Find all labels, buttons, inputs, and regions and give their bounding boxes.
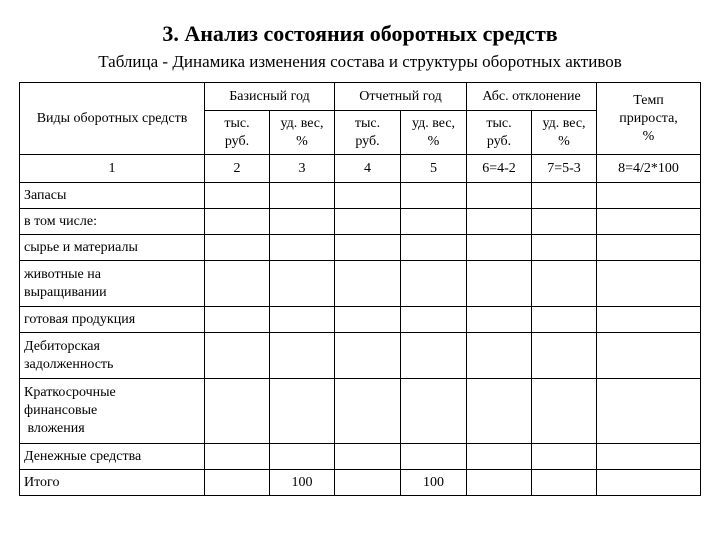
value-cell bbox=[532, 183, 597, 209]
value-cell bbox=[597, 470, 701, 496]
column-number: 7=5-3 bbox=[532, 155, 597, 183]
subheader-line: % bbox=[558, 133, 570, 149]
value-cell bbox=[467, 470, 532, 496]
table-row bbox=[20, 209, 701, 235]
row-label bbox=[20, 261, 205, 307]
header-growth-rate bbox=[597, 83, 701, 155]
value-cell bbox=[335, 333, 401, 379]
subheader-line: тыс. bbox=[354, 115, 381, 131]
row-label-line: выращивании bbox=[24, 284, 107, 300]
value-cell bbox=[597, 444, 701, 470]
value-cell bbox=[467, 333, 532, 379]
value-cell bbox=[270, 183, 335, 209]
value-cell bbox=[205, 333, 270, 379]
value-cell bbox=[205, 307, 270, 333]
subheader-line: % bbox=[296, 133, 308, 149]
value-cell bbox=[532, 379, 597, 444]
column-number: 5 bbox=[401, 155, 467, 183]
page-title: 3. Анализ состояния оборотных средств bbox=[162, 21, 558, 46]
value-cell bbox=[401, 444, 467, 470]
value-cell bbox=[467, 379, 532, 444]
subheader-line: руб. bbox=[224, 133, 250, 149]
value-cell bbox=[205, 183, 270, 209]
subheader-line: руб. bbox=[486, 133, 512, 149]
value-cell bbox=[467, 235, 532, 261]
value-cell bbox=[401, 261, 467, 307]
column-number-row bbox=[20, 155, 701, 183]
subheader-line: уд. вес, bbox=[280, 115, 324, 131]
header-growth-rate-line: Темп bbox=[633, 92, 664, 108]
subheader-share bbox=[401, 111, 467, 155]
value-cell bbox=[597, 183, 701, 209]
value-cell bbox=[532, 261, 597, 307]
column-number: 4 bbox=[335, 155, 401, 183]
value-cell bbox=[597, 379, 701, 444]
value-cell bbox=[335, 261, 401, 307]
row-label-line: Краткосрочные bbox=[24, 385, 116, 400]
row-label-line: Итого bbox=[24, 474, 60, 490]
row-label bbox=[20, 235, 205, 261]
value-cell bbox=[270, 333, 335, 379]
table-row bbox=[20, 444, 701, 470]
value-cell bbox=[401, 235, 467, 261]
row-label-line: в том числе: bbox=[24, 213, 97, 229]
subheader-line: тыс. bbox=[224, 115, 250, 131]
row-label-line: готовая продукция bbox=[24, 311, 136, 327]
row-label bbox=[20, 209, 205, 235]
header-kinds: Виды оборотных средств bbox=[20, 83, 205, 155]
header-base-year: Базисный год bbox=[205, 83, 335, 111]
table-row bbox=[20, 261, 701, 307]
row-label bbox=[20, 379, 205, 444]
header-abs-deviation: Абс. отклонение bbox=[467, 83, 597, 111]
subheader-line: руб. bbox=[355, 133, 380, 149]
row-label-line: Денежные средства bbox=[24, 448, 142, 464]
table-row bbox=[20, 470, 701, 496]
value-cell bbox=[335, 183, 401, 209]
value-cell bbox=[401, 333, 467, 379]
value-cell bbox=[335, 444, 401, 470]
value-cell bbox=[270, 307, 335, 333]
row-label-line: Дебиторская bbox=[24, 338, 100, 354]
value-cell bbox=[205, 209, 270, 235]
value-cell bbox=[270, 209, 335, 235]
value-cell bbox=[270, 379, 335, 444]
value-cell bbox=[467, 444, 532, 470]
value-cell bbox=[532, 235, 597, 261]
value-cell bbox=[597, 235, 701, 261]
row-label-line: вложения bbox=[24, 421, 85, 436]
row-label-line: животные на bbox=[24, 266, 101, 282]
subheader-thousand-rub bbox=[467, 111, 532, 155]
subheader-share bbox=[532, 111, 597, 155]
column-number: 3 bbox=[270, 155, 335, 183]
value-cell bbox=[532, 444, 597, 470]
subheader-line: уд. вес, bbox=[411, 115, 456, 131]
column-number: 8=4/2*100 bbox=[597, 155, 701, 183]
header-growth-rate-line: % bbox=[642, 128, 655, 144]
row-label-line: сырье и материалы bbox=[24, 239, 138, 255]
value-cell: 100 bbox=[270, 470, 335, 496]
value-cell bbox=[205, 379, 270, 444]
subheader-line: уд. вес, bbox=[542, 115, 586, 131]
value-cell: 100 bbox=[401, 470, 467, 496]
subheader-thousand-rub bbox=[205, 111, 270, 155]
value-cell bbox=[335, 379, 401, 444]
table-row bbox=[20, 183, 701, 209]
subheader-thousand-rub bbox=[335, 111, 401, 155]
row-label bbox=[20, 444, 205, 470]
value-cell bbox=[401, 183, 467, 209]
subheader-line: % bbox=[427, 133, 440, 149]
column-number: 1 bbox=[20, 155, 205, 183]
table-row bbox=[20, 379, 701, 444]
value-cell bbox=[467, 209, 532, 235]
value-cell bbox=[270, 235, 335, 261]
value-cell bbox=[401, 307, 467, 333]
column-number: 2 bbox=[205, 155, 270, 183]
value-cell bbox=[270, 261, 335, 307]
row-label-line: задолженность bbox=[24, 356, 114, 372]
value-cell bbox=[335, 209, 401, 235]
value-cell bbox=[335, 235, 401, 261]
working-capital-table bbox=[19, 82, 701, 496]
value-cell bbox=[335, 470, 401, 496]
value-cell bbox=[401, 379, 467, 444]
value-cell bbox=[205, 261, 270, 307]
row-label bbox=[20, 470, 205, 496]
table-row bbox=[20, 333, 701, 379]
value-cell bbox=[532, 307, 597, 333]
header-growth-rate-line: прироста, bbox=[619, 110, 678, 126]
value-cell bbox=[532, 333, 597, 379]
value-cell bbox=[467, 261, 532, 307]
row-label bbox=[20, 333, 205, 379]
table-body bbox=[20, 183, 701, 496]
row-label bbox=[20, 183, 205, 209]
row-label-line: финансовые bbox=[24, 403, 98, 418]
table-row bbox=[20, 307, 701, 333]
table-row bbox=[20, 235, 701, 261]
value-cell bbox=[597, 209, 701, 235]
value-cell bbox=[401, 209, 467, 235]
header-report-year: Отчетный год bbox=[335, 83, 467, 111]
value-cell bbox=[205, 470, 270, 496]
value-cell bbox=[597, 261, 701, 307]
value-cell bbox=[597, 333, 701, 379]
value-cell bbox=[335, 307, 401, 333]
value-cell bbox=[467, 183, 532, 209]
column-number: 6=4-2 bbox=[467, 155, 532, 183]
value-cell bbox=[532, 470, 597, 496]
subheader-line: тыс. bbox=[486, 115, 512, 131]
value-cell bbox=[270, 444, 335, 470]
value-cell bbox=[205, 444, 270, 470]
value-cell bbox=[597, 307, 701, 333]
value-cell bbox=[205, 235, 270, 261]
value-cell bbox=[532, 209, 597, 235]
subheader-share bbox=[270, 111, 335, 155]
value-cell bbox=[467, 307, 532, 333]
row-label bbox=[20, 307, 205, 333]
row-label-line: Запасы bbox=[24, 187, 67, 203]
table-caption: Таблица - Динамика изменения состава и структуры оборотных активов bbox=[98, 52, 622, 71]
